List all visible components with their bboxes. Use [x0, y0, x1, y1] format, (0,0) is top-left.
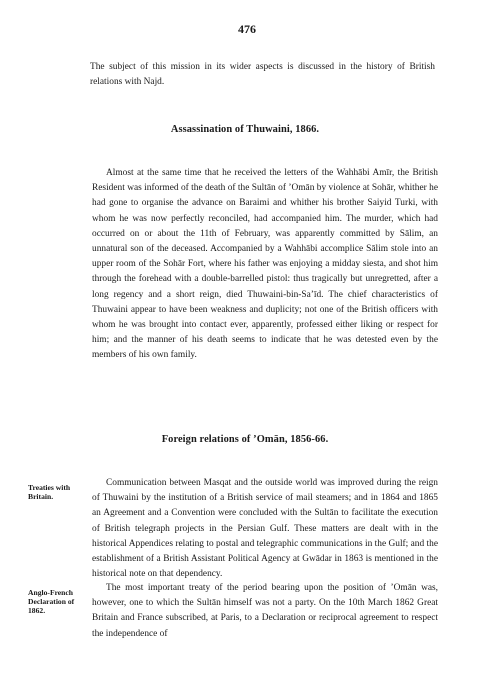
foreign-relations-paragraph-1: Communication between Masqat and the outside world was improved during the reign of Thuwaini by the institution of a British service of mail steamers; and in 1864 and 1865 an Agreement and a Convention were concluded with the Sultān to facilitate the execution of British telegraph projects in the Persian Gulf. These matters are dealt with in the historical Appendices relating to postal and telegraphic communications in the Gulf; and the establishment of a British Assistant Political Agency at Gwādar in 1863 is mentioned in the historical note on that dependency.	[92, 478, 438, 580]
intro-paragraph: The subject of this mission in its wider aspects is discussed in the history of British relations with Najd.	[90, 62, 435, 88]
marginal-note-declaration: Anglo-French Declaration of 1862.	[28, 588, 75, 615]
foreign-relations-paragraph-2: The most important treaty of the period bearing upon the position of ’Omān was, however, one to which the Sultān himself was not a party. On the 10th March 1862 Great Britain and France subscribed, at Paris, to a Declaration or reciprocal agreement to respect the independence of	[92, 583, 438, 639]
section-heading-foreign-relations: Foreign relations of ’Omān, 1856-66.	[161, 434, 329, 445]
page-number: 476	[238, 22, 256, 36]
section-heading-assassination: Assassination of Thuwaini, 1866.	[170, 124, 320, 135]
marginal-note-treaties: Treaties with Britain.	[28, 483, 71, 501]
assassination-paragraph: Almost at the same time that he received the letters of the Wahhābi Amīr, the British Resident was informed of the death of the Sultān of ’Omān by violence at Sohār, whither he had gone to organise the advance on Baraimi and whither his brother Saiyid Turki, with whom he was now perfectly reconciled, had accompanied him. The murder, which had occurred on or about the 11th of February, was apparently committed by Sālim, an unnatural son of the deceased. Accompanied by a Wahhābi accomplice Sālim stole into an upper room of the Sohār Fort, where his father was enjoying a midday siesta, and shot him through the forehead with a double-barrelled pistol: thus tragically but unregretted, after a long regency and a short reign, died Thuwaini-bin-Sa’īd. The chief characteristics of Thuwaini appear to have been weakness and duplicity; not one of the British officers with whom he was brought into contact ever, apparently, professed either liking or respect for him; and the manner of his death seems to indicate that he was detested even by the members of his own family.	[92, 168, 438, 361]
